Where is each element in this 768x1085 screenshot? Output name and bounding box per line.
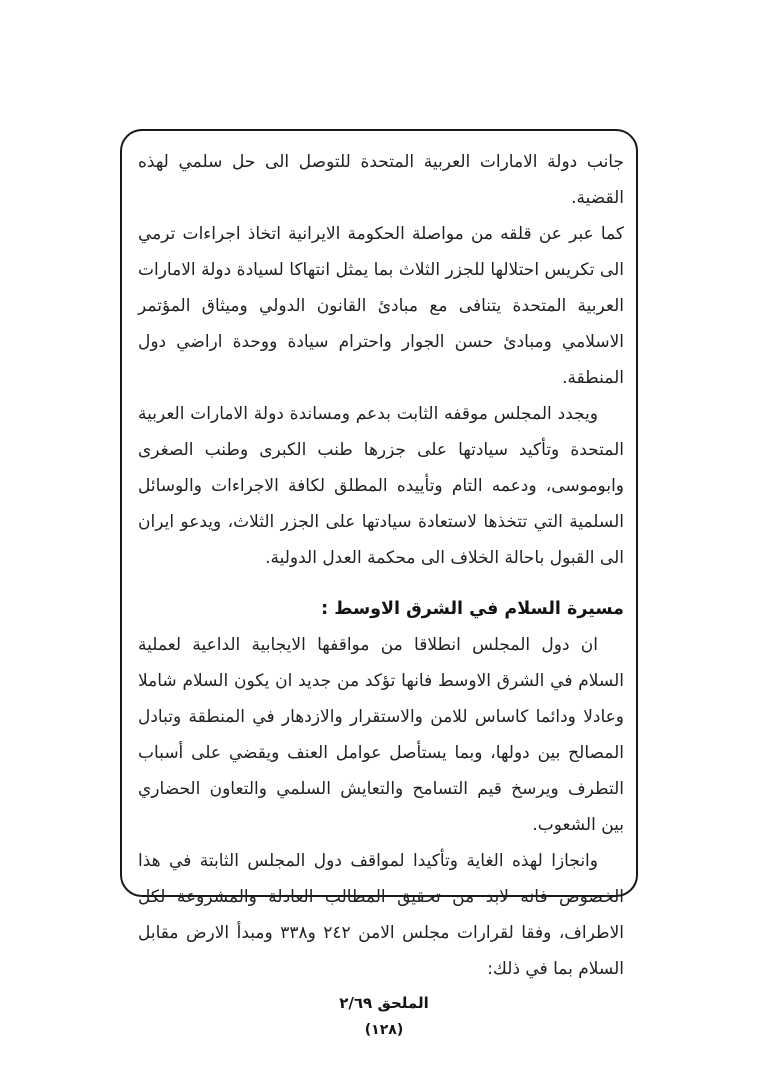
page-footer	[0, 993, 768, 1039]
paragraph-uae-support: ويجدد المجلس موقفه الثابت بدعم ومساندة دولة الامارات العربية المتحدة وتأكيد سيادتها على جزرها طنب الكبرى وطنب الصغرى وابوموسى، ودعمه التام وتأييده المطلق لكافة الاجراءات والوسائل السلمية التي تتخذها لاستعادة سيادتها على الجزر الثلاث، ويدعو ايران الى القبول باحالة الخلاف الى محكمة العدل الدولية.	[138, 404, 624, 568]
paragraph-intro: جانب دولة الامارات العربية المتحدة للتوصل الى حل سلمي لهذه القضية.	[138, 152, 624, 208]
section-heading-peace-process: مسيرة السلام في الشرق الاوسط :	[321, 599, 624, 619]
paragraph-iran-concern: كما عبر عن قلقه من مواصلة الحكومة الايرانية اتخاذ اجراءات ترمي الى تكريس احتلالها للجزر الثلاث بما يمثل انتهاكا لسيادة دولة الامارات العربية المتحدة يتنافى مع مبادئ القانون الدولي وميثاق المؤتمر الاسلامي ومبادئ حسن الجوار واحترام سيادة ووحدة اراضي دول المنطقة.	[138, 224, 624, 388]
annex-label: الملحق ٢/٦٩	[339, 994, 429, 1012]
page-number: (١٢٨)	[364, 1022, 404, 1038]
paragraph-peace-position: ان دول المجلس انطلاقا من مواقفها الايجابية الداعية لعملية السلام في الشرق الاوسط فانها تؤكد من جديد ان يكون السلام شاملا وعادلا ودائما كاساس للامن والاستقرار والازدهار في المنطقة وتبادل المصالح بين دولها، وبما يستأصل عوامل العنف ويقضي على أسباب التطرف ويرسخ قيم التسامح والتعايش السلمي والتعاون الحضاري بين الشعوب.	[138, 635, 624, 835]
text-frame-border	[120, 129, 638, 979]
paragraph-peace-demands: وانجازا لهذه الغاية وتأكيدا لمواقف دول المجلس الثابتة في هذا الخصوص فانه لابد من تحقيق المطالب العادلة والمشروعة لكل الاطراف، وفقا لقرارات مجلس الامن ٢٤٢ و٣٣٨ ومبدأ الارض مقابل السلام بما في ذلك:	[138, 851, 624, 979]
